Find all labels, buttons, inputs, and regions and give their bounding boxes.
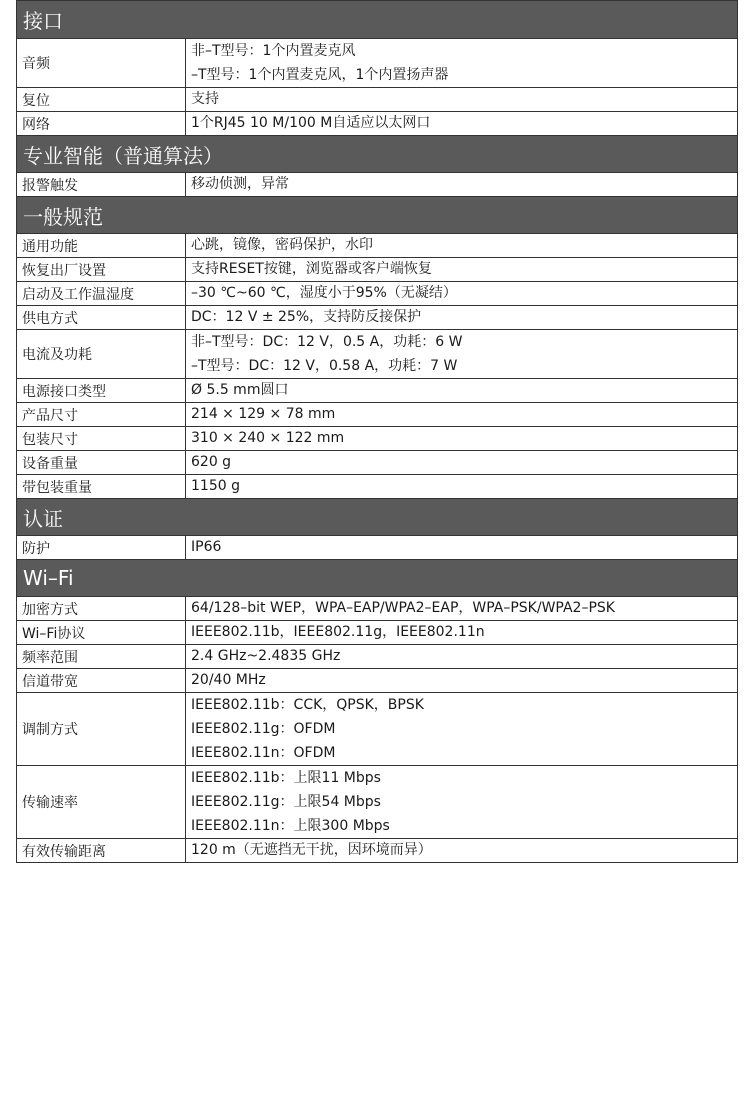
spec-label: 恢复出厂设置 xyxy=(17,258,186,282)
spec-value: 310 × 240 × 122 mm xyxy=(191,430,345,446)
spec-row xyxy=(17,621,738,645)
spec-value: 非–T型号：DC：12 V，0.5 A，功耗：6 W xyxy=(191,334,463,350)
spec-value: IEEE802.11b，IEEE802.11g，IEEE802.11n xyxy=(191,624,485,640)
spec-value: 心跳，镜像，密码保护，水印 xyxy=(191,237,373,253)
spec-label: 报警触发 xyxy=(17,173,186,197)
spec-row xyxy=(17,234,738,258)
spec-value: –T型号：1个内置麦克风，1个内置扬声器 xyxy=(191,67,449,83)
spec-label: Wi–Fi协议 xyxy=(17,621,186,645)
spec-value: IEEE802.11g：上限54 Mbps xyxy=(191,794,381,810)
spec-label: 供电方式 xyxy=(17,306,186,330)
section-header xyxy=(17,499,738,536)
spec-value-cell xyxy=(186,173,738,197)
spec-value-cell xyxy=(186,427,738,451)
spec-value: 1个RJ45 10 M/100 M自适应以太网口 xyxy=(191,115,431,131)
spec-value-cell xyxy=(186,597,738,621)
spec-table-body xyxy=(17,1,738,863)
spec-value: 64/128–bit WEP，WPA–EAP/WPA2–EAP，WPA–PSK/WPA2–PSK xyxy=(191,600,615,616)
spec-label: 频率范围 xyxy=(17,645,186,669)
section-title: 认证 xyxy=(17,499,738,536)
spec-value-cell xyxy=(186,306,738,330)
spec-value: IEEE802.11n：OFDM xyxy=(191,745,336,761)
spec-value-cell xyxy=(186,536,738,560)
spec-row xyxy=(17,330,738,379)
spec-value-cell xyxy=(186,112,738,136)
spec-row xyxy=(17,112,738,136)
spec-label: 电流及功耗 xyxy=(17,330,186,379)
spec-row xyxy=(17,282,738,306)
spec-value-cell xyxy=(186,475,738,499)
spec-value-cell xyxy=(186,645,738,669)
spec-row xyxy=(17,39,738,88)
spec-value: IP66 xyxy=(191,539,222,555)
section-header xyxy=(17,197,738,234)
spec-value: 移动侦测，异常 xyxy=(191,176,289,192)
spec-label: 信道带宽 xyxy=(17,669,186,693)
spec-value: Ø 5.5 mm圆口 xyxy=(191,382,289,398)
spec-row xyxy=(17,379,738,403)
spec-value: 支持 xyxy=(191,91,219,107)
spec-value: 20/40 MHz xyxy=(191,672,266,688)
spec-label: 调制方式 xyxy=(17,693,186,766)
spec-label: 启动及工作温湿度 xyxy=(17,282,186,306)
spec-value-cell xyxy=(186,330,738,379)
section-title: 一般规范 xyxy=(17,197,738,234)
spec-value: 2.4 GHz~2.4835 GHz xyxy=(191,648,341,664)
spec-value-cell xyxy=(186,693,738,766)
spec-value: DC：12 V ± 25%，支持防反接保护 xyxy=(191,309,422,325)
spec-label: 产品尺寸 xyxy=(17,403,186,427)
spec-value: IEEE802.11n：上限300 Mbps xyxy=(191,818,390,834)
spec-value-cell xyxy=(186,669,738,693)
spec-label: 电源接口类型 xyxy=(17,379,186,403)
spec-value: IEEE802.11g：OFDM xyxy=(191,721,336,737)
spec-value: IEEE802.11b：CCK，QPSK，BPSK xyxy=(191,697,424,713)
spec-row xyxy=(17,258,738,282)
spec-value-cell xyxy=(186,766,738,839)
spec-value: IEEE802.11b：上限11 Mbps xyxy=(191,770,381,786)
spec-row xyxy=(17,597,738,621)
spec-value: 1150 g xyxy=(191,478,240,494)
spec-value: 620 g xyxy=(191,454,232,470)
spec-value-cell xyxy=(186,379,738,403)
spec-label: 复位 xyxy=(17,88,186,112)
spec-value-cell xyxy=(186,839,738,863)
spec-row xyxy=(17,427,738,451)
spec-row xyxy=(17,645,738,669)
spec-label: 音频 xyxy=(17,39,186,88)
spec-row xyxy=(17,766,738,839)
spec-row xyxy=(17,403,738,427)
spec-label: 加密方式 xyxy=(17,597,186,621)
spec-label: 通用功能 xyxy=(17,234,186,258)
spec-row xyxy=(17,839,738,863)
spec-row xyxy=(17,306,738,330)
section-header xyxy=(17,560,738,597)
spec-label: 设备重量 xyxy=(17,451,186,475)
spec-value: 214 × 129 × 78 mm xyxy=(191,406,336,422)
spec-row xyxy=(17,173,738,197)
spec-row xyxy=(17,475,738,499)
section-header xyxy=(17,1,738,39)
spec-value: 支持RESET按键，浏览器或客户端恢复 xyxy=(191,261,432,277)
section-title: 专业智能（普通算法） xyxy=(17,136,738,173)
spec-value-cell xyxy=(186,451,738,475)
spec-value: –30 ℃~60 ℃，湿度小于95%（无凝结） xyxy=(191,285,457,301)
spec-table xyxy=(16,0,738,863)
spec-value-cell xyxy=(186,621,738,645)
section-title: 接口 xyxy=(17,1,738,39)
spec-row xyxy=(17,451,738,475)
spec-label: 防护 xyxy=(17,536,186,560)
spec-row xyxy=(17,536,738,560)
spec-value: 非–T型号：1个内置麦克风 xyxy=(191,43,356,59)
section-title: Wi–Fi xyxy=(17,560,738,597)
section-header xyxy=(17,136,738,173)
spec-value-cell xyxy=(186,282,738,306)
spec-value-cell xyxy=(186,403,738,427)
spec-value-cell xyxy=(186,88,738,112)
spec-row xyxy=(17,88,738,112)
spec-label: 带包装重量 xyxy=(17,475,186,499)
spec-row xyxy=(17,669,738,693)
spec-label: 传输速率 xyxy=(17,766,186,839)
spec-label: 网络 xyxy=(17,112,186,136)
spec-value-cell xyxy=(186,39,738,88)
spec-row xyxy=(17,693,738,766)
spec-label: 包装尺寸 xyxy=(17,427,186,451)
spec-value: –T型号：DC：12 V，0.58 A，功耗：7 W xyxy=(191,358,458,374)
spec-label: 有效传输距离 xyxy=(17,839,186,863)
spec-value-cell xyxy=(186,258,738,282)
spec-value: 120 m（无遮挡无干扰，因环境而异） xyxy=(191,842,432,858)
spec-value-cell xyxy=(186,234,738,258)
